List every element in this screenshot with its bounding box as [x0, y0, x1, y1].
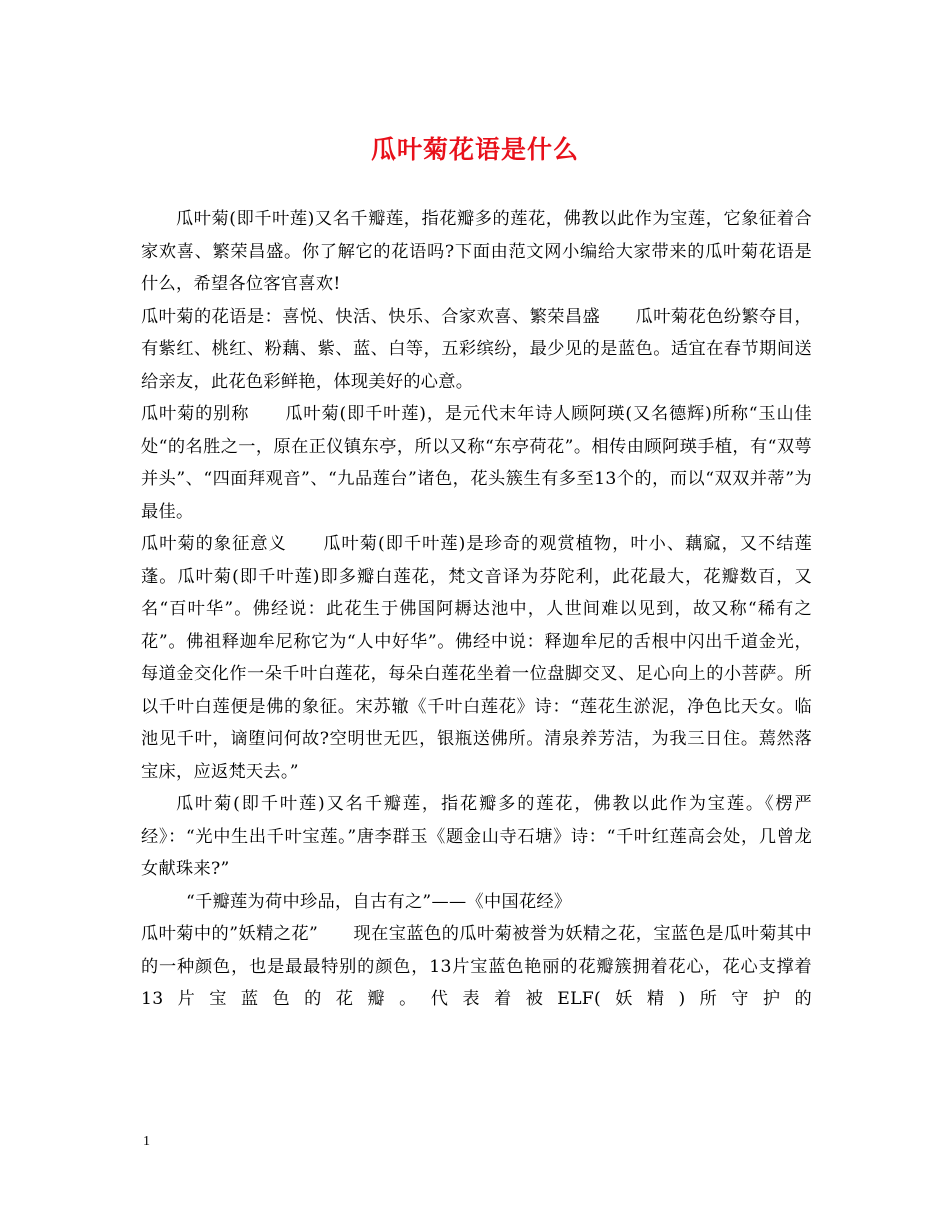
paragraph-intro: 瓜叶菊(即千叶莲)又名千瓣莲，指花瓣多的莲花，佛教以此作为宝莲，它象征着合家欢喜、繁荣昌盛。你了解它的花语吗?下面由范文网小编给大家带来的瓜叶菊花语是什么，希望各位客官喜欢!	[141, 209, 812, 294]
paragraph-alias: 瓜叶菊的别称 瓜叶菊(即千叶莲)，是元代末年诗人顾阿瑛(又名德辉)所称“玉山佳处“的名胜之一，原在正仪镇东亭，所以又称“东亭荷花”。相传由顾阿瑛手植，有“双萼并头”、“四面拜观音”、“九品莲台”诸色，花头簇生有多至13个的，而以“双双并蒂”为最佳。	[141, 404, 812, 522]
paragraph-flower-language: 瓜叶菊的花语是：喜悦、快活、快乐、合家欢喜、繁荣昌盛 瓜叶菊花色纷繁夺目，有紫红、桃红、粉藕、紫、蓝、白等，五彩缤纷，最少见的是蓝色。适宜在春节期间送给亲友，此花色彩鲜艳，体现美好的心意。	[141, 306, 812, 392]
document-title: 瓜叶菊花语是什么	[370, 135, 579, 164]
paragraph-elf-flower: 瓜叶菊中的”妖精之花” 现在宝蓝色的瓜叶菊被誉为妖精之花，宝蓝色是瓜叶菊其中的一种颜色，也是最最特别的颜色，13片宝蓝色艳丽的花瓣簇拥着花心，花心支撑着13片宝蓝色的花瓣。代表着被ELF(妖精)所守护的	[141, 924, 812, 1009]
paragraph-quote: “千瓣莲为荷中珍品，自古有之”——《中国花经》	[186, 891, 572, 912]
document-body	[141, 203, 812, 1016]
paragraph-symbolism: 瓜叶菊的象征意义 瓜叶菊(即千叶莲)是珍奇的观赏植物，叶小、藕窳，又不结莲蓬。瓜叶菊(即千叶莲)即多瓣白莲花，梵文音译为芬陀利，此花最大，花瓣数百，又名“百叶华”。佛经说：此花生于佛国阿耨达池中，人世间难以见到，故又称“稀有之花”。佛祖释迦牟尼称它为“人中好华”。佛经中说：释迦牟尼的舌根中闪出千道金光，每道金交化作一朵千叶白莲花，每朵白莲花坐着一位盘脚交叉、足心向上的小菩萨。所以千叶白莲便是佛的象征。宋苏辙《千叶白莲花》诗：“莲花生淤泥，净色比天女。临池见千叶，谪堕问何故?空明世无匹，银瓶送佛所。清泉养芳洁，为我三日住。蔫然落宝床，应返梵天去。”	[141, 534, 812, 782]
paragraph-lotus-sutra: 瓜叶菊(即千叶莲)又名千瓣莲，指花瓣多的莲花，佛教以此作为宝莲。《楞严经》：“光中生出千叶宝莲。”唐李群玉《题金山寺石塘》诗：“千叶红莲高会处，几曾龙女献珠来?”	[141, 794, 812, 879]
page-number: 1	[143, 1134, 150, 1149]
